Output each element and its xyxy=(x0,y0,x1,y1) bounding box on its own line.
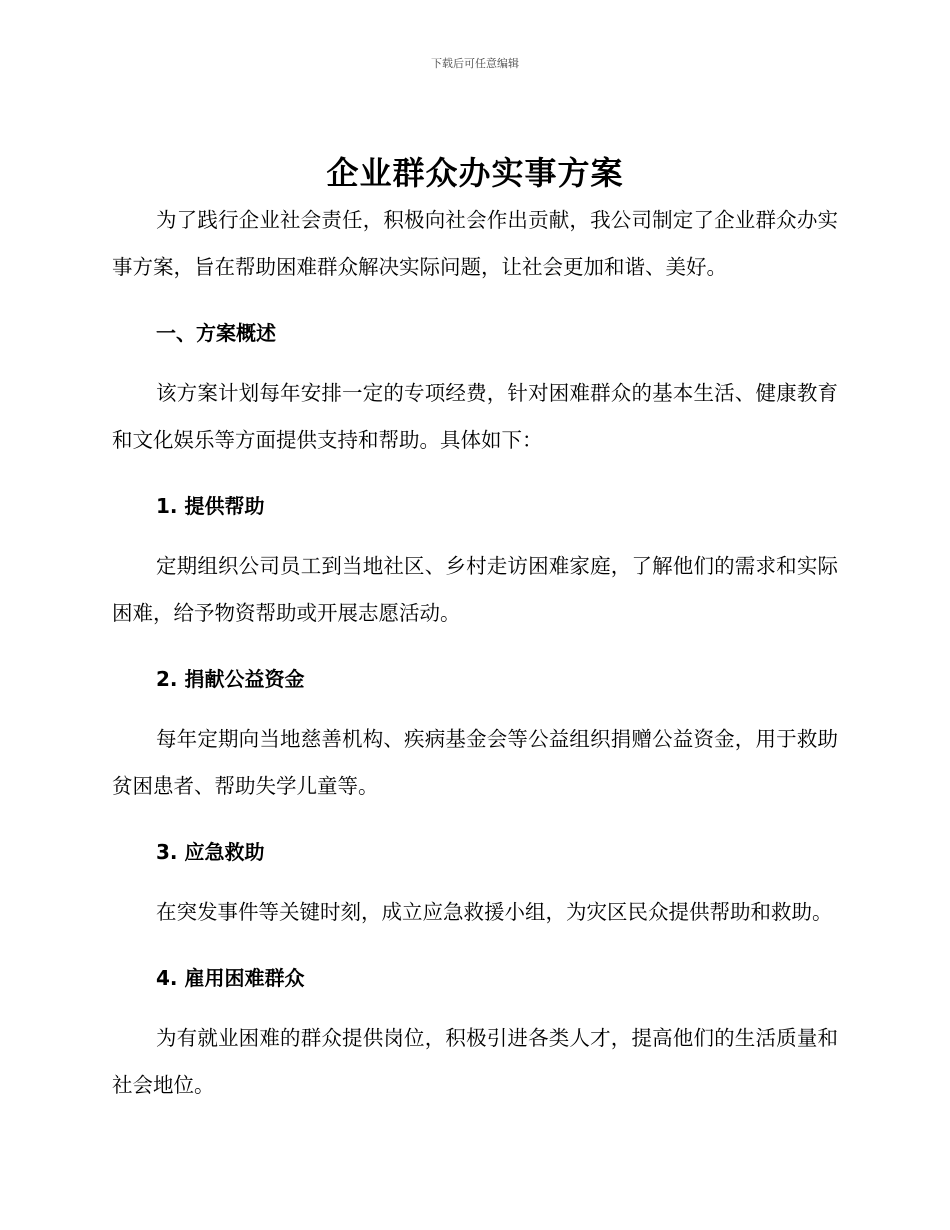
section-paragraph-donate-funds: 每年定期向当地慈善机构、疾病基金会等公益组织捐赠公益资金，用于救助贫困患者、帮助失学儿童等。 xyxy=(112,727,838,798)
section-heading-emergency-aid: 3. 应急救助 xyxy=(156,840,265,864)
section-heading-employ: 4. 雇用困难群众 xyxy=(156,966,305,990)
document-body xyxy=(112,197,838,1109)
section-paragraph-overview: 该方案计划每年安排一定的专项经费，针对困难群众的基本生活、健康教育和文化娱乐等方面提供支持和帮助。具体如下： xyxy=(112,381,838,452)
header-watermark: 下载后可任意编辑 xyxy=(431,57,519,70)
section-heading-donate-funds: 2. 捐献公益资金 xyxy=(156,667,305,691)
section-paragraph-employ: 为有就业困难的群众提供岗位，积极引进各类人才，提高他们的生活质量和社会地位。 xyxy=(112,1026,838,1097)
section-paragraph-provide-help: 定期组织公司员工到当地社区、乡村走访困难家庭，了解他们的需求和实际困难，给予物资帮助或开展志愿活动。 xyxy=(112,554,838,625)
section-heading-provide-help: 1. 提供帮助 xyxy=(156,494,265,518)
intro-paragraph: 为了践行企业社会责任，积极向社会作出贡献，我公司制定了企业群众办实事方案，旨在帮助困难群众解决实际问题，让社会更加和谐、美好。 xyxy=(112,208,838,279)
section-paragraph-emergency-aid: 在突发事件等关键时刻，成立应急救援小组，为灾区民众提供帮助和救助。 xyxy=(156,900,833,924)
document-title: 企业群众办实事方案 xyxy=(326,154,624,192)
section-heading-overview: 一、方案概述 xyxy=(156,321,276,345)
